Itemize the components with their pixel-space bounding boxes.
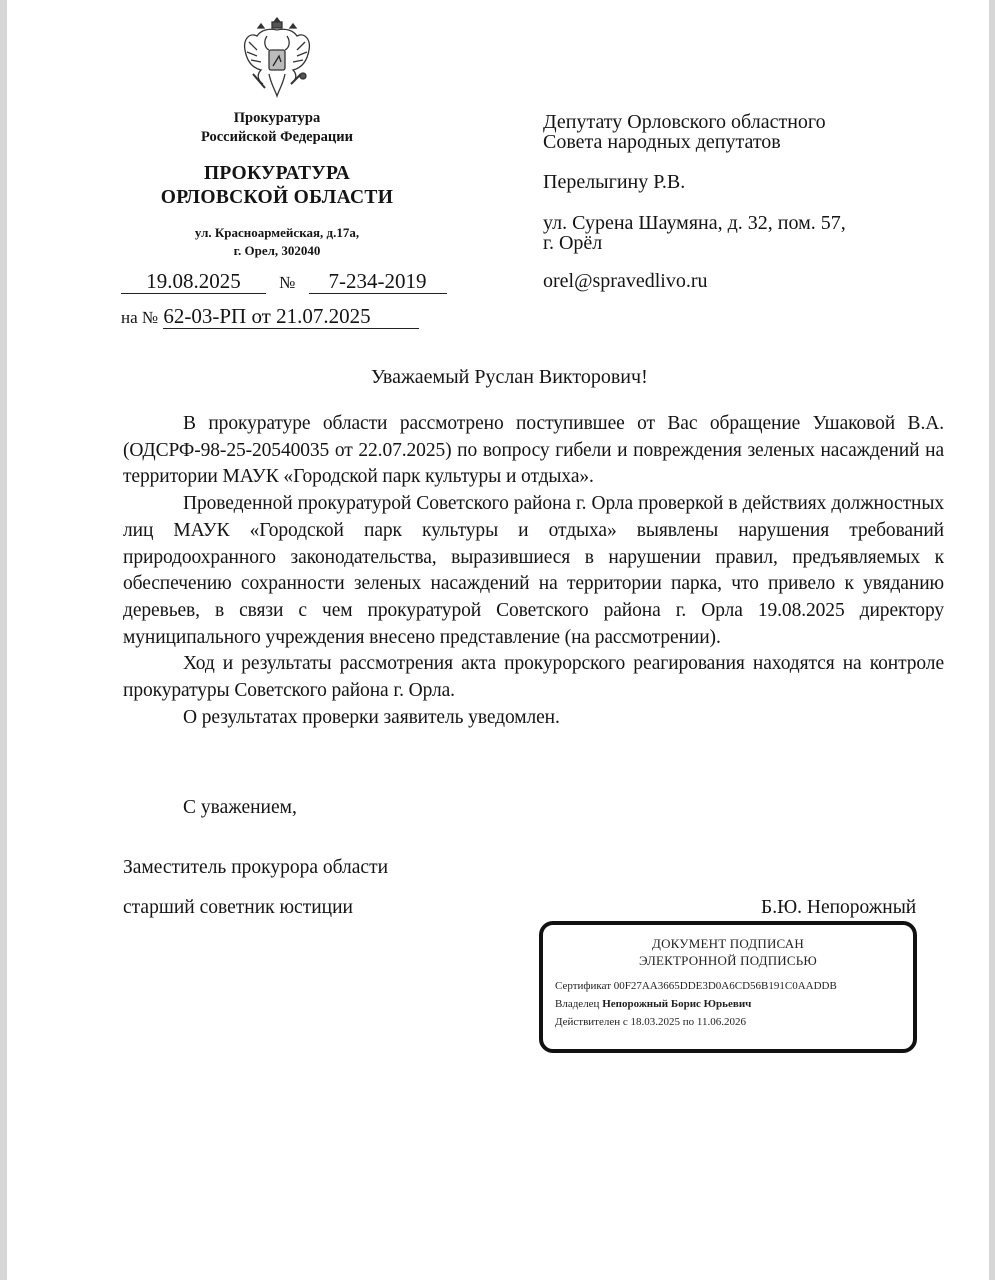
closing: С уважением, xyxy=(183,797,297,818)
document-page xyxy=(7,0,989,1280)
number-sign: № xyxy=(279,273,296,292)
office-address-line-2: г. Орел, 302040 xyxy=(233,243,321,258)
signer-position-line-1: Заместитель прокурора области xyxy=(123,857,389,878)
certificate-label: Сертификат xyxy=(555,980,611,992)
office-address-line-1: ул. Красноармейская, д.17а, xyxy=(194,225,360,240)
outgoing-number: 7-234-2019 xyxy=(309,269,447,294)
signer-name: Б.Ю. Непорожный xyxy=(761,897,917,918)
certificate-value: 00F27AA3665DDE3D0A6CD56B191C0AADDB xyxy=(613,980,837,992)
recipient-line-2: Совета народных депутатов xyxy=(543,131,781,153)
recipient-name: Перелыгину Р.В. xyxy=(543,171,686,193)
outgoing-date: 19.08.2025 xyxy=(121,269,266,294)
validity-line xyxy=(555,1013,913,1031)
salutation: Уважаемый Руслан Викторович! xyxy=(371,366,648,388)
org-line-2: Российской Федерации xyxy=(200,129,353,145)
valid-from: 18.03.2025 xyxy=(630,1016,681,1028)
office-line-2: ОРЛОВСКОЙ ОБЛАСТИ xyxy=(160,187,394,208)
valid-to: 11.06.2026 xyxy=(696,1016,746,1028)
body-paragraph-1: В прокуратуре области рассмотрено поступившее от Вас обращение Ушаковой В.А. (ОДСРФ-98-25-20540035 от 22.07.2025) по вопросу гибели и повреждения зеленых насаждений на территории МАУК «Городской парк культуры и отдыха». xyxy=(123,413,944,488)
reply-prefix: на № xyxy=(121,308,159,327)
org-line-1: Прокуратура xyxy=(233,110,321,126)
stamp-title-line-2: ЭЛЕКТРОННОЙ ПОДПИСЬЮ xyxy=(639,953,817,968)
recipient-line-1: Депутату Орловского областного xyxy=(543,111,826,133)
recipient-block xyxy=(543,112,846,291)
owner-label: Владелец xyxy=(555,998,600,1010)
coat-of-arms-icon xyxy=(239,14,315,100)
certificate-line xyxy=(555,977,913,995)
owner-value: Непорожный Борис Юрьевич xyxy=(602,998,752,1010)
body-paragraph-4: О результатах проверки заявитель уведомлен. xyxy=(183,706,560,728)
valid-from-label: с xyxy=(622,1016,628,1028)
body-paragraph-2: Проведенной прокуратурой Советского района г. Орла проверкой в действиях должностных лиц МАУК «Городской парк культуры и отдыха» выявлены нарушения требований природоохранного законодательства, выразившиеся в нарушении правил, предъявляемых к обеспечению сохранности зеленых насаждений на территории парка, что привело к увяданию деревьев, в связи с чем прокуратурой Советского района г. Орла 19.08.2025 директору муниципального учреждения внесено представление (на рассмотрении). xyxy=(123,493,944,648)
electronic-signature-stamp xyxy=(539,921,917,1053)
recipient-address-line-2: г. Орёл xyxy=(543,232,603,254)
valid-label: Действителен xyxy=(555,1016,621,1028)
office-line-1: ПРОКУРАТУРА xyxy=(203,163,351,184)
owner-line xyxy=(555,995,913,1013)
valid-to-label: по xyxy=(682,1016,695,1028)
reply-reference-line xyxy=(121,304,419,330)
recipient-address-line-1: ул. Сурена Шаумяна, д. 32, пом. 57, xyxy=(543,212,846,234)
signer-position-line-2: старший советник юстиции xyxy=(123,897,353,918)
registration-line xyxy=(121,269,447,295)
body-paragraph-3: Ход и результаты рассмотрения акта прокурорского реагирования находятся на контроле прокуратуры Советского района г. Орла. xyxy=(123,653,944,702)
stamp-title-line-1: ДОКУМЕНТ ПОДПИСАН xyxy=(652,936,804,951)
letter-body xyxy=(123,411,944,731)
reply-reference: 62-03-РП от 21.07.2025 xyxy=(163,304,419,329)
recipient-email: orel@spravedlivo.ru xyxy=(543,270,708,292)
